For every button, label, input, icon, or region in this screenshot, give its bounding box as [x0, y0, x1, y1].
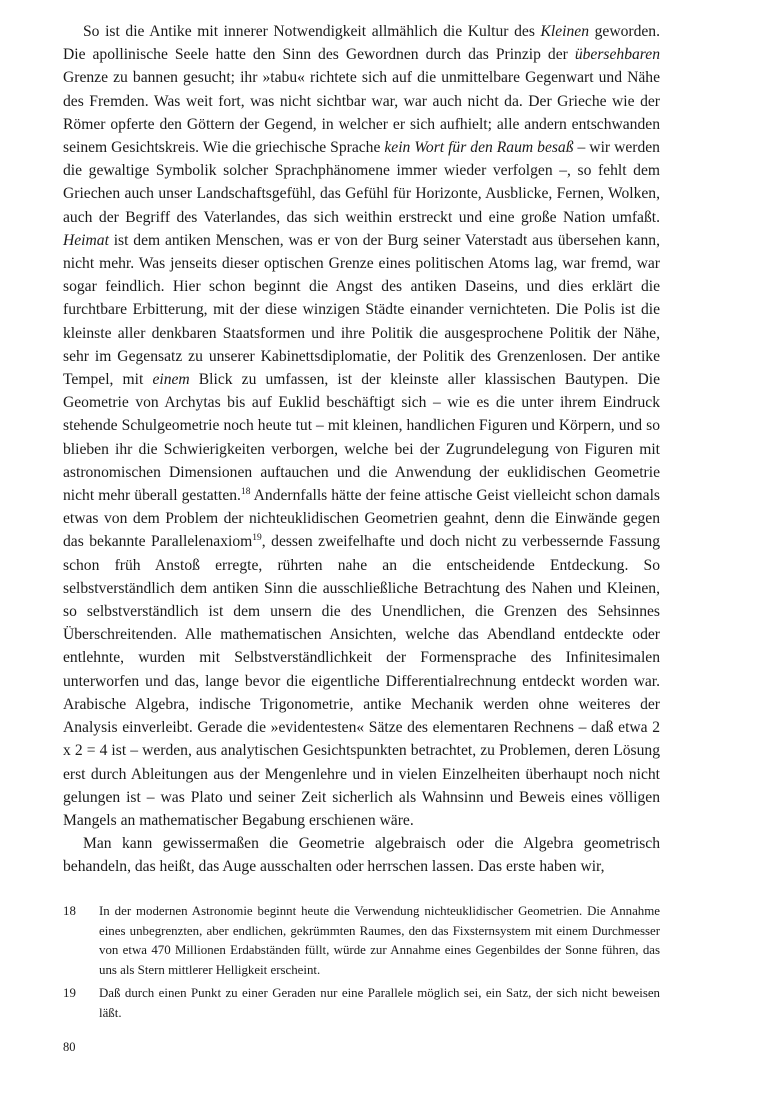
footnote	[63, 984, 660, 1023]
footnote-reference: 19	[252, 533, 262, 544]
paragraph	[63, 20, 660, 832]
emphasized-text: Kleinen	[540, 23, 590, 40]
footnote-text: Daß durch einen Punkt zu einer Geraden nur eine Parallele möglich sei, ein Satz, der sich nicht beweisen läßt.	[99, 986, 660, 1020]
footnote-number: 18	[63, 904, 76, 918]
page-number: 80	[63, 1040, 76, 1054]
text-run: Grenze zu bannen gesucht; ihr »tabu« richtete sich auf die unmittelbare Gegenwart und Nähe des Fremden. Was weit fort, was nicht sichtbar war, war auch nicht da. Der Grieche wie der Römer opferte den Göttern der Gegend, in welcher er sich aufhielt; alle andern entschwanden seinem Gesichtskreis. Wie die griechische Sprache	[63, 69, 660, 157]
text-run: Man kann gewissermaßen die Geometrie algebraisch oder die Algebra geometrisch behandeln, das heißt, das Auge ausschalten oder herrschen lassen. Das erste haben wir,	[63, 835, 660, 876]
footnote-text: In der modernen Astronomie beginnt heute die Verwendung nichteuklidischer Geometrien. Die Annahme eines unbegrenzten, aber endlichen, gekrümmten Raumes, den das Fixsternsystem mit einem Durchmesser von etwa 470 Millionen Erdabständen füllt, würde zur Annahme eines Gegenbildes der Sonne führen, das uns als Stern mittlerer Helligkeit erscheint.	[99, 904, 660, 977]
text-run: , dessen zweifelhafte und doch nicht zu verbessernde Fassung schon früh Anstoß erregte, rührten nahe an die entscheidende Entdeckung. So selbstverständlich dem antiken Sinn die ausschließliche Betrachtung des Nahen und Kleinen, so selbstverständlich ist dem unsern die des Unendlichen, die Grenzen des Sehsinnes Überschreitenden. Alle mathematischen Ansichten, welche das Abendland entdeckte oder entlehnte, wurden mit Selbstverständlichkeit der Formensprache des Infinitesimalen unterworfen und das, lange bevor die eigentliche Differentialrechnung entdeckt worden war. Arabische Algebra, indische Trigonometrie, antike Mechanik werden ohne weiteres der Analysis einverleibt. Gerade die »evidentesten« Sätze des elementaren Rechnens – daß etwa 2 x 2 = 4 ist – werden, aus analytischen Gesichtspunkten betrachtet, zu Problemen, deren Lösung erst durch Ableitungen aus der Mengenlehre und in vielen Einzelheiten überhaupt noch nicht gelungen ist – was Plato und seiner Zeit sicherlich als Wahnsinn und Beweis eines völligen Mangels an mathematischer Begabung erschienen wäre.	[63, 533, 660, 829]
text-run: Andernfalls hätte der feine attische Geist vielleicht schon damals etwas von dem Problem der nichteuklidischen Geometrien geahnt, denn die Einwände gegen das bekannte Parallelenaxiom	[63, 487, 660, 551]
paragraph	[63, 832, 660, 878]
body-text	[63, 20, 660, 879]
footnote	[63, 902, 660, 980]
text-run: ist dem antiken Menschen, was er von der Burg seiner Vaterstadt aus übersehen kann, nicht mehr. Was jenseits dieser optischen Grenze eines politischen Atoms lag, war fremd, war sogar feindlich. Hier schon beginnt die Angst des antiken Daseins, und dies erklärt die furchtbare Erbitterung, mit der diese winzigen Städte einander vernichteten. Die Polis ist die kleinste aller denkbaren Staatsformen und ihre Politik die ausgesprochene Politik der Nähe, sehr im Gegensatz zu unserer Kabinettsdiplomatie, der Politik des Grenzenlosen. Der antike Tempel, mit	[63, 231, 660, 389]
emphasized-text: übersehbaren	[574, 46, 660, 64]
text-run: – wir werden die gewaltige Symbolik solcher Sprachphänomene immer wieder verfolgen –, so fehlt dem Griechen auch unser Landschaftsgefühl, das Gefühl für Horizonte, Ausblicke, Fernen, Wolken, auch der Begriff des Vaterlandes, das sich weithin erstreckt und eine große Nation umfaßt.	[63, 139, 660, 226]
text-run: geworden. Die apollinische Seele hatte den Sinn des Gewordnen durch das Prinzip der	[63, 23, 661, 64]
text-run: So ist die Antike mit innerer Notwendigkeit allmählich die Kultur des	[83, 23, 541, 40]
emphasized-text: einem	[152, 371, 190, 389]
footnote-number: 19	[63, 986, 76, 1001]
footnotes	[63, 902, 660, 1028]
emphasized-text: Heimat	[63, 231, 109, 249]
emphasized-text: kein Wort für den Raum besaß	[384, 139, 574, 157]
text-run: Blick zu umfassen, ist der kleinste aller klassischen Bautypen. Die Geometrie von Archytas bis auf Euklid beschäftigt sich – wie es die unter ihrem Eindruck stehende Schulgeometrie noch heute tut – mit kleinen, handlichen Figuren und Körpern, und so blieben ihr die Schwierigkeiten verborgen, welche bei der Zugrundelegung von Figuren mit astronomischen Dimensionen auftauchen und die Anwendung der euklidischen Geometrie nicht mehr überall gestatten.	[63, 371, 660, 505]
footnote-reference: 18	[240, 487, 251, 498]
